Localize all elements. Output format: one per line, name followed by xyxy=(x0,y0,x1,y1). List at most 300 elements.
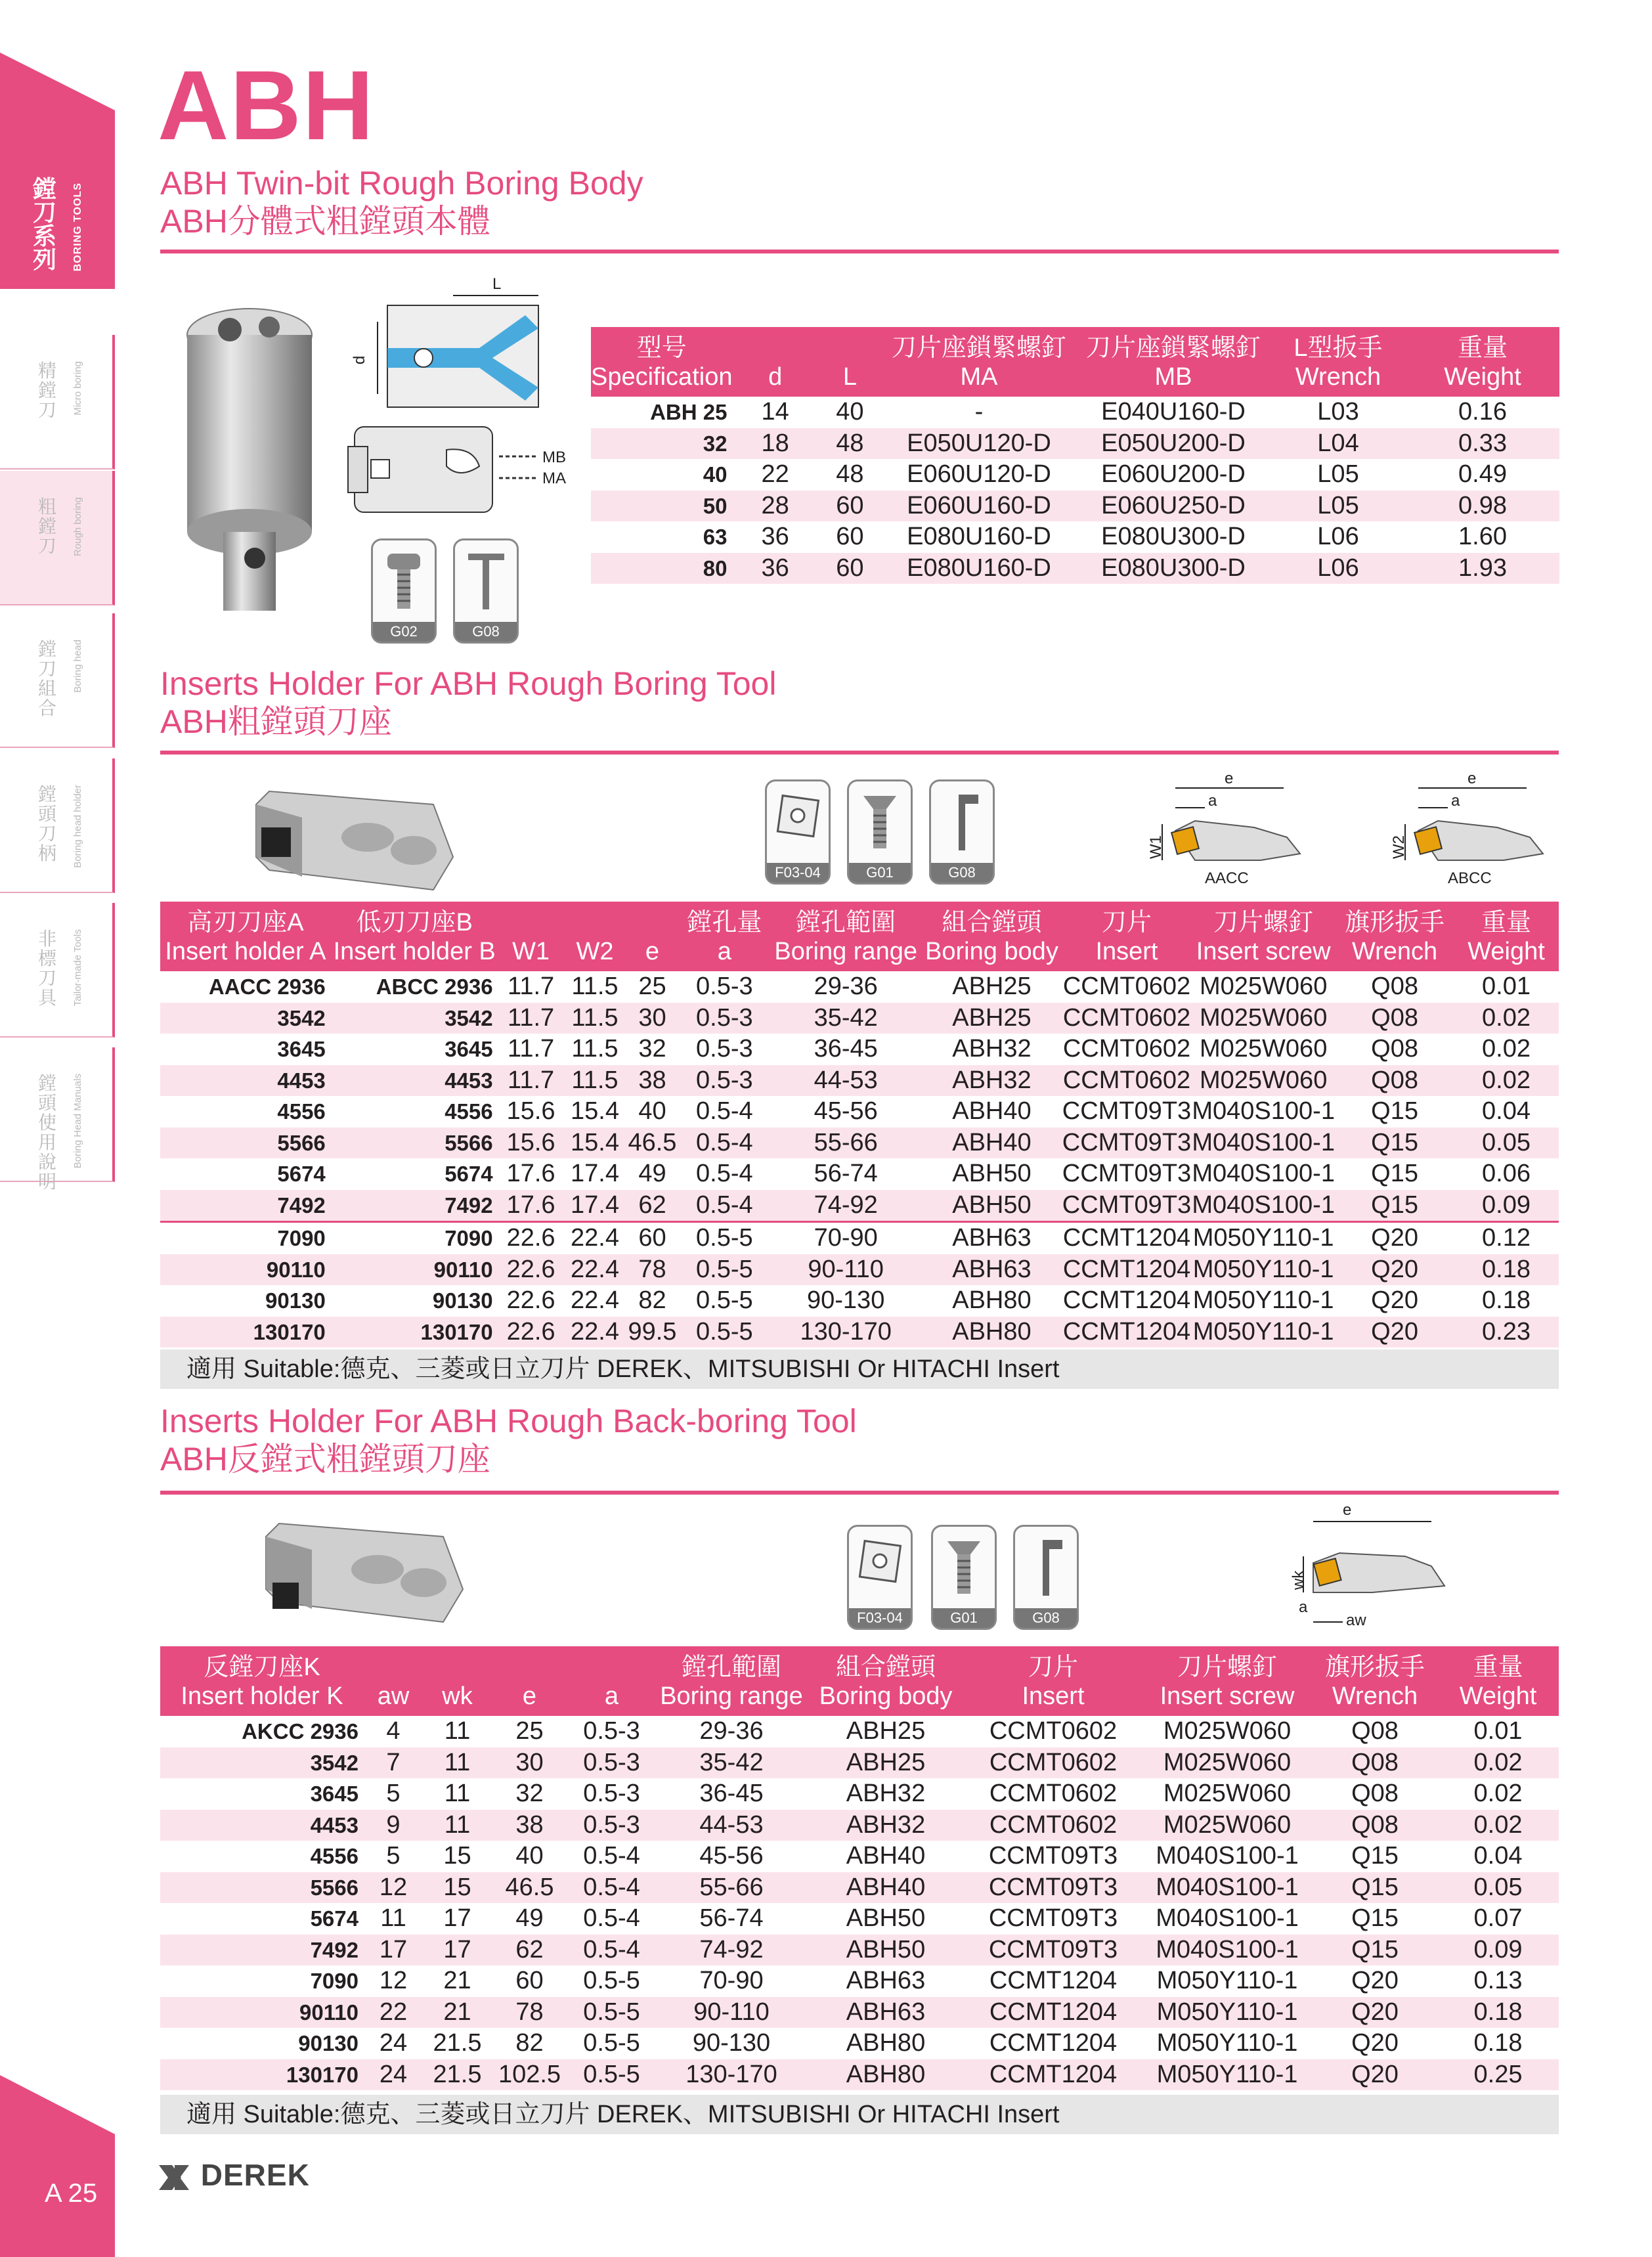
table-cell: 35-42 xyxy=(770,1003,921,1034)
table-cell: E080U160-D xyxy=(882,553,1076,584)
side-tab-boring-head[interactable] xyxy=(0,613,115,748)
wrench-icon-g08 xyxy=(929,779,995,885)
col-header: Wrench xyxy=(1313,1682,1437,1716)
col-header: Wrench xyxy=(1336,937,1454,971)
table-header-row xyxy=(591,362,1559,397)
table-cell: M050Y110-1 xyxy=(1142,1997,1313,2028)
insert-icon-label: F03-04 xyxy=(849,1608,911,1628)
table-row xyxy=(591,553,1559,584)
table-cell: 60 xyxy=(626,1222,678,1254)
table-cell: 22.6 xyxy=(498,1317,564,1348)
table-cell: 5 xyxy=(386,1842,401,1870)
table-cell: 90-130 xyxy=(807,1286,885,1314)
table-cell: ABCC 2936 xyxy=(376,975,493,999)
table-cell: 9 xyxy=(364,1810,423,1841)
col-header: 組合鏜頭 xyxy=(921,902,1062,937)
table-cell: CCMT0602 xyxy=(965,1810,1142,1841)
table-row xyxy=(160,971,1559,1003)
table-cell: 0.04 xyxy=(1473,1842,1523,1870)
brand-name: DEREK xyxy=(200,2158,310,2192)
col-header: e xyxy=(626,937,678,971)
table-cell: AACC 2936 xyxy=(208,975,326,999)
col-header: 鏜孔量 xyxy=(678,902,770,937)
col-header xyxy=(492,1646,567,1682)
col-header: a xyxy=(567,1682,656,1716)
table-row xyxy=(160,1222,1559,1254)
side-tab-strip xyxy=(0,0,115,2257)
table-cell: 0.02 xyxy=(1437,1747,1559,1779)
table-cell: 102.5 xyxy=(492,2059,567,2091)
table-cell: ABH80 xyxy=(952,1286,1032,1314)
table-cell: 0.5-3 xyxy=(583,1717,640,1745)
col-header: 刀片座鎖緊螺釘 xyxy=(1076,327,1271,362)
side-tab-label-en: Micro boring xyxy=(72,361,83,416)
table-cell: Q15 xyxy=(1351,1842,1399,1870)
table-cell: 0.5-5 xyxy=(583,1967,640,1994)
table-cell: 82 xyxy=(638,1286,666,1314)
table-cell: 11.7 xyxy=(508,973,555,1000)
table-cell: ABH25 xyxy=(952,973,1032,1000)
table-cell: 46.5 xyxy=(626,1128,678,1159)
table-cell: 0.01 xyxy=(1473,1717,1523,1745)
col-header: Weight xyxy=(1437,1682,1559,1716)
table-cell: 55-66 xyxy=(656,1872,807,1904)
side-tab-rough-boring[interactable] xyxy=(0,471,115,605)
table-cell: 4556 xyxy=(277,1099,326,1124)
table-cell: L05 xyxy=(1271,491,1406,522)
table-cell: Q20 xyxy=(1351,1967,1399,1994)
col-header: Boring body xyxy=(921,937,1062,971)
side-tab-label: 鏜刀組合 xyxy=(38,639,57,718)
table-cell: Q15 xyxy=(1313,1935,1437,1966)
label-MB: MB xyxy=(542,449,566,466)
table-cell: M050Y110-1 xyxy=(1191,1317,1336,1348)
table-cell: M025W060 xyxy=(1142,1810,1313,1841)
table-cell: 22.4 xyxy=(564,1254,626,1286)
col-header: Wrench xyxy=(1271,362,1406,397)
table-cell: CCMT0602 xyxy=(989,1717,1118,1745)
side-tab-micro-boring[interactable] xyxy=(0,335,115,470)
table-cell: 30 xyxy=(492,1747,567,1779)
table-cell: 36 xyxy=(761,523,789,550)
screw-icon-g01 xyxy=(931,1525,997,1630)
table-cell: 0.18 xyxy=(1454,1254,1559,1286)
table-header-row xyxy=(160,1646,1559,1682)
table-cell: 0.12 xyxy=(1454,1222,1559,1254)
table-cell: Q15 xyxy=(1371,1160,1418,1187)
col-header xyxy=(498,902,564,937)
table-cell: E080U160-D xyxy=(907,523,1051,550)
table-cell: 44-53 xyxy=(656,1810,807,1841)
table-header-row xyxy=(160,937,1559,971)
col-header: Boring range xyxy=(770,937,921,971)
col-header xyxy=(818,327,882,362)
table-cell: 22.6 xyxy=(506,1286,555,1314)
side-tab-label-en: Boring Head Manuals xyxy=(72,1074,83,1169)
side-tab-tailor-made[interactable] xyxy=(0,903,115,1038)
table-cell: M050Y110-1 xyxy=(1191,1222,1336,1254)
table-cell: 7492 xyxy=(331,1190,498,1222)
table-cell: 32 xyxy=(591,428,732,460)
page-number: A 25 xyxy=(45,2179,98,2208)
table-cell: 70-90 xyxy=(699,1967,764,1994)
table-row xyxy=(160,1065,1559,1097)
screw-icon-label: G02 xyxy=(373,622,435,642)
table-row xyxy=(160,1158,1559,1190)
back-boring-dimension-drawing xyxy=(1215,1501,1471,1638)
table-cell: 0.33 xyxy=(1406,428,1559,460)
table-row xyxy=(160,1254,1559,1286)
table-cell: Q08 xyxy=(1313,1810,1437,1841)
table-cell: CCMT0602 xyxy=(1062,1035,1191,1063)
table-cell: CCMT1204 xyxy=(1062,1286,1191,1314)
table-cell: 24 xyxy=(379,2029,408,2057)
table-cell: AKCC 2936 xyxy=(242,1719,359,1743)
table-cell: Q15 xyxy=(1336,1190,1454,1222)
table-cell: E050U120-D xyxy=(882,428,1076,460)
col-header: 刀片座鎖緊螺釘 xyxy=(882,327,1076,362)
table-cell: 0.06 xyxy=(1482,1160,1531,1187)
table-cell: 15 xyxy=(423,1872,492,1904)
table-cell: 11.5 xyxy=(571,1035,619,1063)
table-cell: CCMT1204 xyxy=(965,2059,1142,2091)
table-cell: ABH25 xyxy=(921,1003,1062,1034)
table-cell: E080U300-D xyxy=(1101,523,1246,550)
table-row xyxy=(160,1128,1559,1159)
table-row xyxy=(591,428,1559,460)
table-cell: 29-36 xyxy=(814,973,878,1000)
dim-label-W2: W2 xyxy=(1390,835,1408,859)
table-cell: M025W060 xyxy=(1200,1035,1328,1063)
col-header: e xyxy=(492,1682,567,1716)
table-cell: 3542 xyxy=(160,1747,364,1779)
dim-label-L: L xyxy=(492,275,502,293)
table-cell: 0.5-3 xyxy=(678,1003,770,1034)
table-cell: 60 xyxy=(818,553,882,584)
table-cell: Q15 xyxy=(1313,1872,1437,1904)
table-cell: 40 xyxy=(638,1097,666,1125)
section1-title-en: ABH Twin-bit Rough Boring Body xyxy=(160,165,643,202)
col-header: Boring body xyxy=(807,1682,965,1716)
table-header-row xyxy=(160,902,1559,937)
col-header: Insert xyxy=(1062,937,1191,971)
table-cell: CCMT09T3 xyxy=(1062,1190,1191,1222)
table-cell: 0.5-4 xyxy=(678,1128,770,1159)
table-cell: E060U250-D xyxy=(1076,491,1271,522)
table-cell: 4453 xyxy=(160,1810,364,1841)
table-cell: ABH32 xyxy=(846,1780,926,1807)
table-row xyxy=(160,1096,1559,1128)
table-cell: 4556 xyxy=(310,1844,359,1868)
side-tab-label: 非標刀具 xyxy=(38,929,57,1008)
table-cell: 48 xyxy=(818,428,882,460)
table-cell: 90-110 xyxy=(770,1254,921,1286)
table-cell: CCMT0602 xyxy=(1062,1003,1191,1034)
table-cell: 7 xyxy=(364,1747,423,1779)
table-cell: 60 xyxy=(836,523,864,550)
table-cell: ABH63 xyxy=(921,1222,1062,1254)
section2-title-zh: ABH粗鏜頭刀座 xyxy=(160,703,392,740)
table-cell: 0.13 xyxy=(1473,1967,1523,1994)
table-cell: 21.5 xyxy=(433,2029,482,2057)
table-cell: 74-92 xyxy=(656,1935,807,1966)
col-header: 旗形扳手 xyxy=(1336,902,1454,937)
table-cell: 15.4 xyxy=(571,1097,619,1125)
table-cell: 5566 xyxy=(160,1872,364,1904)
col-header: L型扳手 xyxy=(1271,327,1406,362)
table-cell: 5566 xyxy=(331,1128,498,1159)
table-cell: 80 xyxy=(591,553,732,584)
col-header: Boring range xyxy=(656,1682,807,1716)
table-cell: E060U200-D xyxy=(1101,460,1246,488)
section2-rule xyxy=(160,751,1559,755)
table-cell: Q08 xyxy=(1336,1003,1454,1034)
table-cell: 32 xyxy=(515,1780,544,1807)
col-header xyxy=(567,1646,656,1682)
table-cell: 17 xyxy=(423,1935,492,1966)
table-cell: Q15 xyxy=(1336,1128,1454,1159)
table-cell: 11 xyxy=(444,1780,471,1807)
table-cell: 48 xyxy=(836,460,864,488)
table-cell: M040S100-1 xyxy=(1192,1160,1335,1187)
table-cell: 0.07 xyxy=(1473,1904,1523,1932)
table-cell: 0.5-5 xyxy=(678,1317,770,1348)
table-cell: 130-170 xyxy=(656,2059,807,2091)
table-cell: 4 xyxy=(386,1717,401,1745)
table-cell: CCMT0602 xyxy=(1062,973,1191,1000)
table-cell: CCMT09T3 xyxy=(1062,1160,1192,1187)
table-cell: E080U300-D xyxy=(1076,553,1271,584)
col-header: wk xyxy=(423,1682,492,1716)
dim-label-aw: aw xyxy=(1346,1611,1366,1629)
table-cell: 21.5 xyxy=(423,2059,492,2091)
table-cell: 4453 xyxy=(331,1065,498,1097)
screw-icon-g02 xyxy=(371,538,437,644)
col-header: L xyxy=(818,362,882,397)
dim-label-e: e xyxy=(1225,772,1234,787)
table-cell: 21 xyxy=(423,1997,492,2028)
table-cell: 18 xyxy=(732,428,817,460)
table-cell: 90110 xyxy=(160,1254,331,1286)
side-tab-label: 粗鏜刀 xyxy=(38,496,57,556)
table-row xyxy=(160,2028,1559,2059)
table-cell: 0.98 xyxy=(1406,491,1559,522)
table-row xyxy=(160,1841,1559,1872)
table-cell: 22.4 xyxy=(564,1317,626,1348)
table-cell: M025W060 xyxy=(1142,1747,1313,1779)
table-cell: 36-45 xyxy=(699,1780,764,1807)
table-cell: 0.05 xyxy=(1437,1872,1559,1904)
col-header: 刀片 xyxy=(965,1646,1142,1682)
col-header: Insert xyxy=(965,1682,1142,1716)
table-cell: 40 xyxy=(703,462,728,487)
table-cell: ABH32 xyxy=(952,1035,1032,1063)
table-cell: CCMT09T3 xyxy=(965,1935,1142,1966)
table-cell: 49 xyxy=(638,1160,666,1187)
table-cell: 0.5-3 xyxy=(696,973,753,1000)
col-header xyxy=(423,1646,492,1682)
col-header: MB xyxy=(1076,362,1271,397)
table-cell: ABH40 xyxy=(952,1097,1032,1125)
table-cell: M040S100-1 xyxy=(1192,1097,1335,1125)
table-cell: 1.60 xyxy=(1458,523,1507,550)
screw-icon-label: G01 xyxy=(933,1608,995,1628)
section3-title-zh: ABH反鏜式粗鏜頭刀座 xyxy=(160,1441,490,1478)
col-header: 組合鏜頭 xyxy=(807,1646,965,1682)
col-header: a xyxy=(678,937,770,971)
table-cell: ABH63 xyxy=(921,1254,1062,1286)
boring-body-plan xyxy=(348,427,566,512)
table-cell: CCMT1204 xyxy=(1062,1317,1191,1348)
side-tab-label-en: Boring head holder xyxy=(72,785,83,868)
boring-body-spec-table xyxy=(591,327,1559,584)
col-header: d xyxy=(732,362,817,397)
table-cell: 40 xyxy=(515,1842,544,1870)
table-row xyxy=(160,2059,1559,2091)
table-cell: ABH50 xyxy=(846,1904,926,1932)
table-cell: 0.5-4 xyxy=(567,1935,656,1966)
table-cell: 0.5-5 xyxy=(567,1997,656,2028)
wrench-icon-label: G08 xyxy=(931,863,993,883)
dim-label-e: e xyxy=(1467,772,1477,787)
boring-body-photo xyxy=(187,309,312,611)
table-cell: 3645 xyxy=(277,1037,326,1061)
table-cell: 0.04 xyxy=(1482,1097,1531,1125)
table-cell: CCMT1204 xyxy=(1062,1222,1191,1254)
col-header: 重量 xyxy=(1454,902,1559,937)
col-header: 低刃刀座B xyxy=(331,902,498,937)
table-cell: 11 xyxy=(423,1810,492,1841)
table-cell: 0.18 xyxy=(1473,2029,1523,2057)
table-cell: CCMT09T3 xyxy=(1062,1097,1192,1125)
table-cell: CCMT1204 xyxy=(989,1967,1118,1994)
col-header: 重量 xyxy=(1406,327,1559,362)
table-cell: 14 xyxy=(761,398,789,426)
table-cell: CCMT09T3 xyxy=(1062,1128,1191,1159)
table-cell: 17 xyxy=(364,1935,423,1966)
table-cell: 15.4 xyxy=(564,1128,626,1159)
table-cell: 0.05 xyxy=(1454,1128,1559,1159)
col-header: aw xyxy=(364,1682,423,1716)
side-tab-label: 鏜頭使用說明 xyxy=(38,1073,57,1192)
brand-logo-mark xyxy=(158,2162,192,2193)
table-cell: ABH40 xyxy=(846,1842,926,1870)
table-body xyxy=(591,397,1559,584)
table-cell: 90130 xyxy=(432,1288,493,1313)
table-cell: 15.6 xyxy=(498,1128,564,1159)
side-tab-label-en: Tailor-made Tools xyxy=(72,929,83,1007)
wrench-icon-label: G08 xyxy=(455,622,517,642)
table-cell: 29-36 xyxy=(699,1717,764,1745)
abcc-drawing xyxy=(1390,772,1543,887)
table-cell: ABH63 xyxy=(807,1997,965,2028)
col-header xyxy=(564,902,626,937)
table-cell: 32 xyxy=(638,1035,666,1063)
side-section-label xyxy=(33,177,105,272)
side-tab-label: 鏜頭刀柄 xyxy=(38,784,57,864)
table-cell: 78 xyxy=(492,1997,567,2028)
col-header: 反鏜刀座K xyxy=(160,1646,364,1682)
table-cell: L04 xyxy=(1271,428,1406,460)
table-cell: E050U200-D xyxy=(1076,428,1271,460)
table-cell: 90130 xyxy=(298,2031,359,2055)
table-cell: 3542 xyxy=(160,1003,331,1034)
dim-label-W1: W1 xyxy=(1147,835,1165,859)
table-cell: 0.5-3 xyxy=(678,1065,770,1097)
table-cell: 40 xyxy=(836,398,864,426)
table-cell: 0.5-3 xyxy=(583,1780,640,1807)
table-cell: 11 xyxy=(380,1904,406,1932)
col-header: 刀片螺釘 xyxy=(1191,902,1336,937)
table-cell: M050Y110-1 xyxy=(1191,1254,1336,1286)
table-cell: 0.02 xyxy=(1482,1035,1531,1063)
insert-holder-table xyxy=(160,902,1559,1348)
col-header: Insert holder A xyxy=(160,937,331,971)
boring-body-elevation xyxy=(351,275,538,407)
side-tab-manuals[interactable] xyxy=(0,1047,115,1192)
table-cell: 11.7 xyxy=(498,1003,564,1034)
section1-rule xyxy=(160,250,1559,253)
table-cell: 11 xyxy=(423,1747,492,1779)
table-cell: 11.7 xyxy=(508,1035,555,1063)
table-body xyxy=(160,1716,1559,2090)
section3-title xyxy=(160,1402,857,1478)
table-cell: 90110 xyxy=(331,1254,498,1286)
table-cell: 4556 xyxy=(445,1099,493,1124)
back-boring-holder-photo xyxy=(253,1510,469,1629)
table-cell: 0.5-5 xyxy=(583,2029,640,2057)
table-cell: 0.5-4 xyxy=(696,1097,753,1125)
table-cell: Q08 xyxy=(1371,973,1418,1000)
table-cell: 12 xyxy=(364,1872,423,1904)
table-cell: ABH25 xyxy=(807,1747,965,1779)
dim-label-a: a xyxy=(1299,1598,1308,1616)
table-cell: 0.02 xyxy=(1437,1810,1559,1841)
table-cell: 99.5 xyxy=(626,1317,678,1348)
table-cell: 5674 xyxy=(277,1162,326,1186)
table-cell: ABH40 xyxy=(921,1128,1062,1159)
col-header: Insert holder B xyxy=(331,937,498,971)
table-cell: Q20 xyxy=(1336,1254,1454,1286)
table-cell: M025W060 xyxy=(1191,1003,1336,1034)
col-header: 鏜孔範圍 xyxy=(770,902,921,937)
table-cell: 0.01 xyxy=(1482,973,1531,1000)
side-tab-boring-head-holder[interactable] xyxy=(0,758,115,893)
table-cell: - xyxy=(974,398,984,426)
table-cell: 49 xyxy=(515,1904,544,1932)
table-cell: M040S100-1 xyxy=(1142,1872,1313,1904)
table-cell: 11 xyxy=(444,1717,471,1745)
table-cell: 0.18 xyxy=(1482,1286,1531,1314)
table-cell: ABH80 xyxy=(846,2029,926,2057)
table-cell: 3645 xyxy=(310,1782,359,1806)
table-cell: 5674 xyxy=(445,1162,493,1186)
table-cell: E040U160-D xyxy=(1101,398,1246,426)
table-cell: ABH80 xyxy=(921,1317,1062,1348)
table-cell: M025W060 xyxy=(1191,1065,1336,1097)
table-cell: 5566 xyxy=(160,1128,331,1159)
table-cell: M040S100-1 xyxy=(1156,1842,1299,1870)
table-row xyxy=(160,1997,1559,2028)
table-cell: 56-74 xyxy=(814,1160,878,1187)
table-cell: 70-90 xyxy=(770,1222,921,1254)
table-cell: 60 xyxy=(515,1967,544,1994)
table-cell: 0.25 xyxy=(1437,2059,1559,2091)
table-cell: CCMT1204 xyxy=(965,1997,1142,2028)
table-cell: 130170 xyxy=(331,1317,498,1348)
table-cell: 130170 xyxy=(160,1317,331,1348)
table-header-row xyxy=(160,1682,1559,1716)
